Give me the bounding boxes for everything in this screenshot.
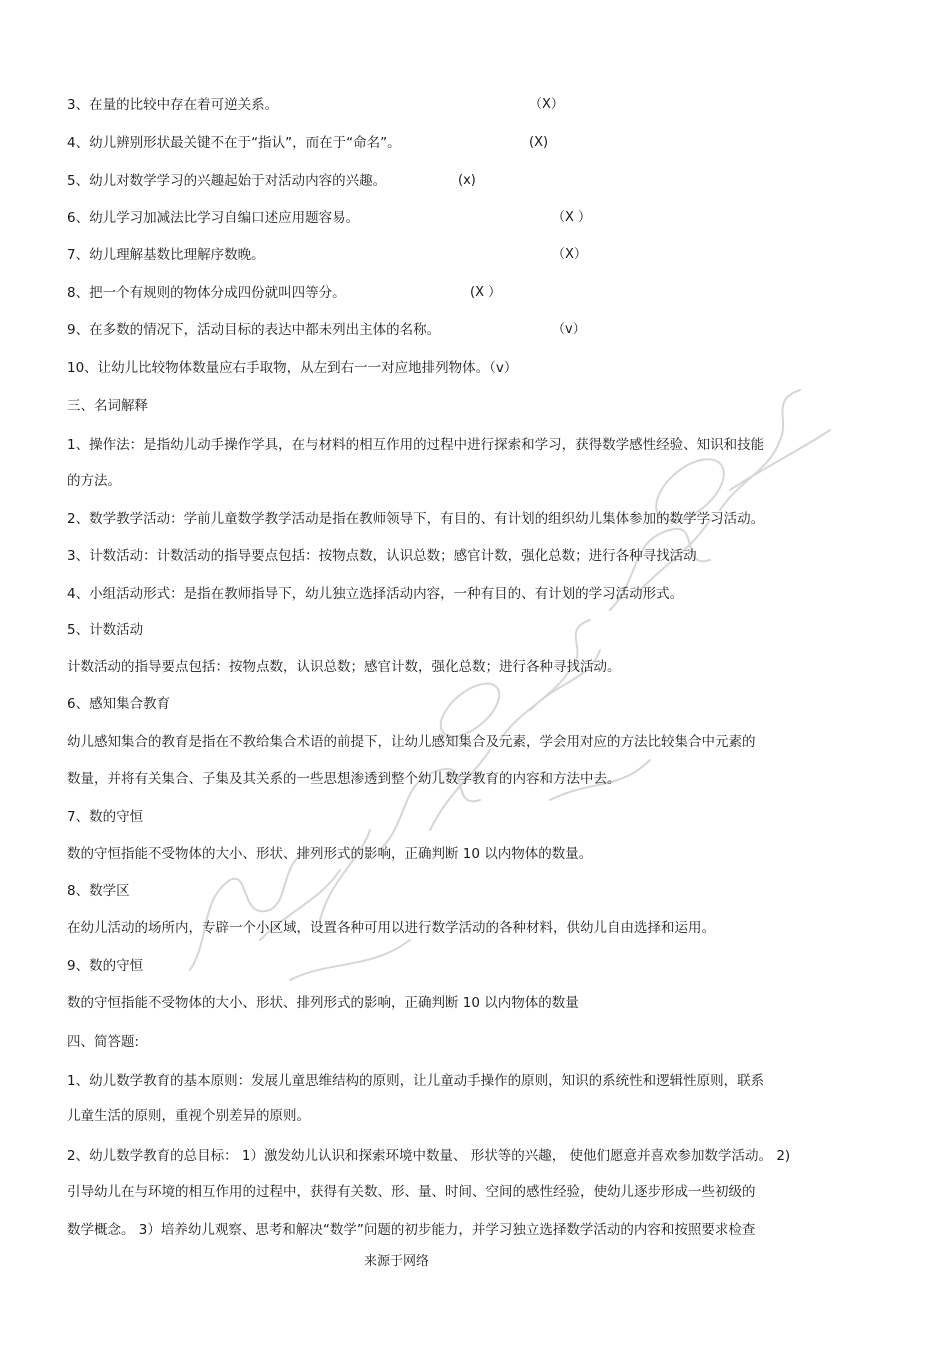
term-line: 4、小组活动形式：是指在教师指导下，幼儿独立选择活动内容，一种有目的、有计划的学习活动形式。	[67, 586, 684, 602]
section-heading-short-answer: 四、简答题:	[67, 1034, 140, 1050]
judgement-item-6: 6、幼儿学习加减法比学习自编口述应用题容易。	[67, 210, 360, 226]
judgement-mark-8: (X ）	[470, 285, 502, 300]
answer-line: 数学概念。 3）培养幼儿观察、思考和解决“数学”问题的初步能力，并学习独立选择数学活动的内容和按照要求检查	[67, 1222, 756, 1238]
judgement-item-8: 8、把一个有规则的物体分成四份就叫四等分。	[67, 285, 346, 301]
answer-line: 儿童生活的原则，重视个别差异的原则。	[67, 1108, 310, 1124]
answer-line: 引导幼儿在与环境的相互作用的过程中，获得有关数、形、量、时间、空间的感性经验，使幼儿逐步形成一些初级的	[67, 1184, 756, 1200]
term-line: 1、操作法：是指幼儿动手操作学具，在与材料的相互作用的过程中进行探索和学习，获得数学感性经验、知识和技能	[67, 437, 765, 453]
term-line: 5、计数活动	[67, 622, 144, 638]
judgement-mark-5: (x)	[458, 173, 476, 188]
term-line: 计数活动的指导要点包括：按物点数，认识总数；感官计数，强化总数；进行各种寻找活动。	[67, 659, 621, 675]
judgement-mark-7: （X）	[552, 247, 587, 262]
term-line: 数量，并将有关集合、子集及其关系的一些思想渗透到整个幼儿数学教育的内容和方法中去。	[67, 771, 621, 787]
term-line: 3、计数活动：计数活动的指导要点包括：按物点数，认识总数；感官计数，强化总数；进行各种寻找活动	[67, 548, 697, 564]
handwritten-watermark	[170, 380, 850, 1000]
term-line: 8、数学区	[67, 883, 130, 899]
judgement-mark-4: (X)	[529, 135, 549, 150]
judgement-item-5: 5、幼儿对数学学习的兴趣起始于对活动内容的兴趣。	[67, 173, 387, 189]
judgement-mark-9: （v）	[552, 322, 586, 337]
judgement-item-9: 9、在多数的情况下，活动目标的表达中都未列出主体的名称。	[67, 322, 441, 338]
judgement-mark-3: （X）	[529, 97, 564, 112]
term-line: 数的守恒指能不受物体的大小、形状、排列形式的影响，正确判断 10 以内物体的数量	[67, 995, 579, 1011]
term-line: 数的守恒指能不受物体的大小、形状、排列形式的影响，正确判断 10 以内物体的数量。	[67, 846, 593, 862]
judgement-mark-6: （X ）	[552, 210, 592, 225]
term-line: 7、数的守恒	[67, 809, 144, 825]
term-line: 2、数学教学活动：学前儿童数学教学活动是指在教师领导下，有目的、有计划的组织幼儿集体参加的数学学习活动。	[67, 511, 765, 527]
judgement-item-4: 4、幼儿辨别形状最关键不在于“指认”，而在于“命名”。	[67, 135, 401, 151]
judgement-item-3: 3、在量的比较中存在着可逆关系。	[67, 97, 279, 113]
judgement-item-7: 7、幼儿理解基数比理解序数晚。	[67, 247, 265, 263]
term-line: 在幼儿活动的场所内，专辟一个小区域，设置各种可用以进行数学活动的各种材料，供幼儿自由选择和运用。	[67, 920, 715, 936]
judgement-item-10: 10、让幼儿比较物体数量应右手取物，从左到右一一对应地排列物体。（v）	[67, 360, 518, 376]
answer-line: 1、幼儿数学教育的基本原则：发展儿童思维结构的原则，让儿童动手操作的原则，知识的系统性和逻辑性原则，联系	[67, 1073, 765, 1089]
page-footer: 来源于网络	[364, 1254, 430, 1269]
section-heading-terms: 三、名词解释	[67, 398, 148, 414]
term-line: 幼儿感知集合的教育是指在不教给集合术语的前提下，让幼儿感知集合及元素，学会用对应的方法比较集合中元素的	[67, 734, 756, 750]
term-line: 的方法。	[67, 473, 121, 489]
term-line: 6、感知集合教育	[67, 696, 171, 712]
term-line: 9、数的守恒	[67, 958, 144, 974]
answer-line: 2、幼儿数学教育的总目标： 1）激发幼儿认识和探索环境中数量、 形状等的兴趣， 使他们愿意并喜欢参加数学活动。 2)	[67, 1148, 791, 1164]
